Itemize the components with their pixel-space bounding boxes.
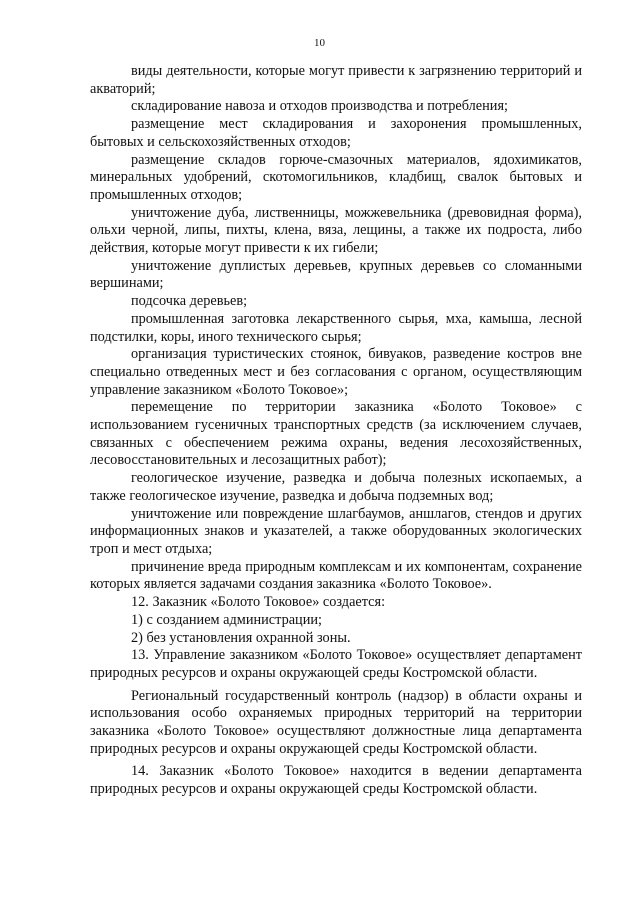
paragraph-prohibited-harvesting: промышленная заготовка лекарственного сырья, мха, камыша, лесной подстилки, коры, иного технического сырья; bbox=[90, 310, 582, 345]
paragraph-prohibited-waste-burial: размещение мест складирования и захоронения промышленных, бытовых и сельскохозяйственных отходов; bbox=[90, 116, 582, 150]
document-body bbox=[90, 63, 582, 799]
paragraph-prohibited-fuel-warehouses: размещение складов горюче-смазочных материалов, ядохимикатов, минеральных удобрений, скотомогильников, кладбищ, свалок бытовых и промышленных отходов; bbox=[90, 151, 582, 203]
paragraph-prohibited-pollution: виды деятельности, которые могут привести к загрязнению территорий и акваторий; bbox=[90, 63, 582, 97]
paragraph-prohibited-tapping: подсочка деревьев; bbox=[131, 293, 248, 310]
paragraph-section-14: 14. Заказник «Болото Токовое» находится в ведении департамента природных ресурсов и охраны окружающей среды Костромской области. bbox=[90, 763, 582, 798]
paragraph-section-12: 12. Заказник «Болото Токовое» создается: bbox=[131, 594, 386, 611]
paragraph-prohibited-harm: причинение вреда природным комплексам и их компонентам, сохранение которых является задачами создания заказника «Болото Токовое». bbox=[90, 558, 582, 593]
paragraph-section-12-item-2: 2) без установления охранной зоны. bbox=[131, 629, 351, 646]
paragraph-regional-control: Региональный государственный контроль (надзор) в области охраны и использования особо охраняемых природных территорий на территории заказника «Болото Токовое» осуществляют должностные лица департамента природных ресурсов и охраны окружающей среды Костромской области. bbox=[90, 687, 582, 757]
paragraph-prohibited-tree-destruction: уничтожение дуба, лиственницы, можжевельника (древовидная форма), ольхи черной, липы, пихты, клена, вяза, лещины, а также их подроста, либо действия, которые могут привести к их гибели; bbox=[90, 204, 582, 257]
paragraph-section-12-item-1: 1) с созданием администрации; bbox=[131, 611, 322, 628]
paragraph-prohibited-camping: организация туристических стоянок, бивуаков, разведение костров вне специально отведенных мест и без согласования с органом, осуществляющим управление заказником «Болото Токовое»; bbox=[90, 346, 582, 398]
paragraph-prohibited-tracked-vehicles: перемещение по территории заказника «Болото Токовое» с использованием гусеничных транспортных средств (за исключением случаев, связанных с обеспечением режима охраны, ведения лесохозяйственных, лесовосстановительных и лесозащитных работ); bbox=[90, 399, 582, 469]
paragraph-prohibited-geology: геологическое изучение, разведка и добыча полезных ископаемых, а также геологическое изучение, разведка и добыча подземных вод; bbox=[90, 470, 582, 504]
page-number: 10 bbox=[314, 37, 325, 49]
paragraph-prohibited-sign-damage: уничтожение или повреждение шлагбаумов, аншлагов, стендов и других информационных знаков и указателей, а также оборудованных экологических троп и мест отдыха; bbox=[90, 505, 582, 557]
paragraph-section-13: 13. Управление заказником «Болото Токовое» осуществляет департамент природных ресурсов и охраны окружающей среды Костромской области. bbox=[90, 647, 582, 681]
paragraph-prohibited-manure-storage: складирование навоза и отходов производства и потребления; bbox=[131, 98, 508, 115]
paragraph-prohibited-hollow-trees: уничтожение дуплистых деревьев, крупных деревьев со сломанными вершинами; bbox=[90, 257, 582, 292]
